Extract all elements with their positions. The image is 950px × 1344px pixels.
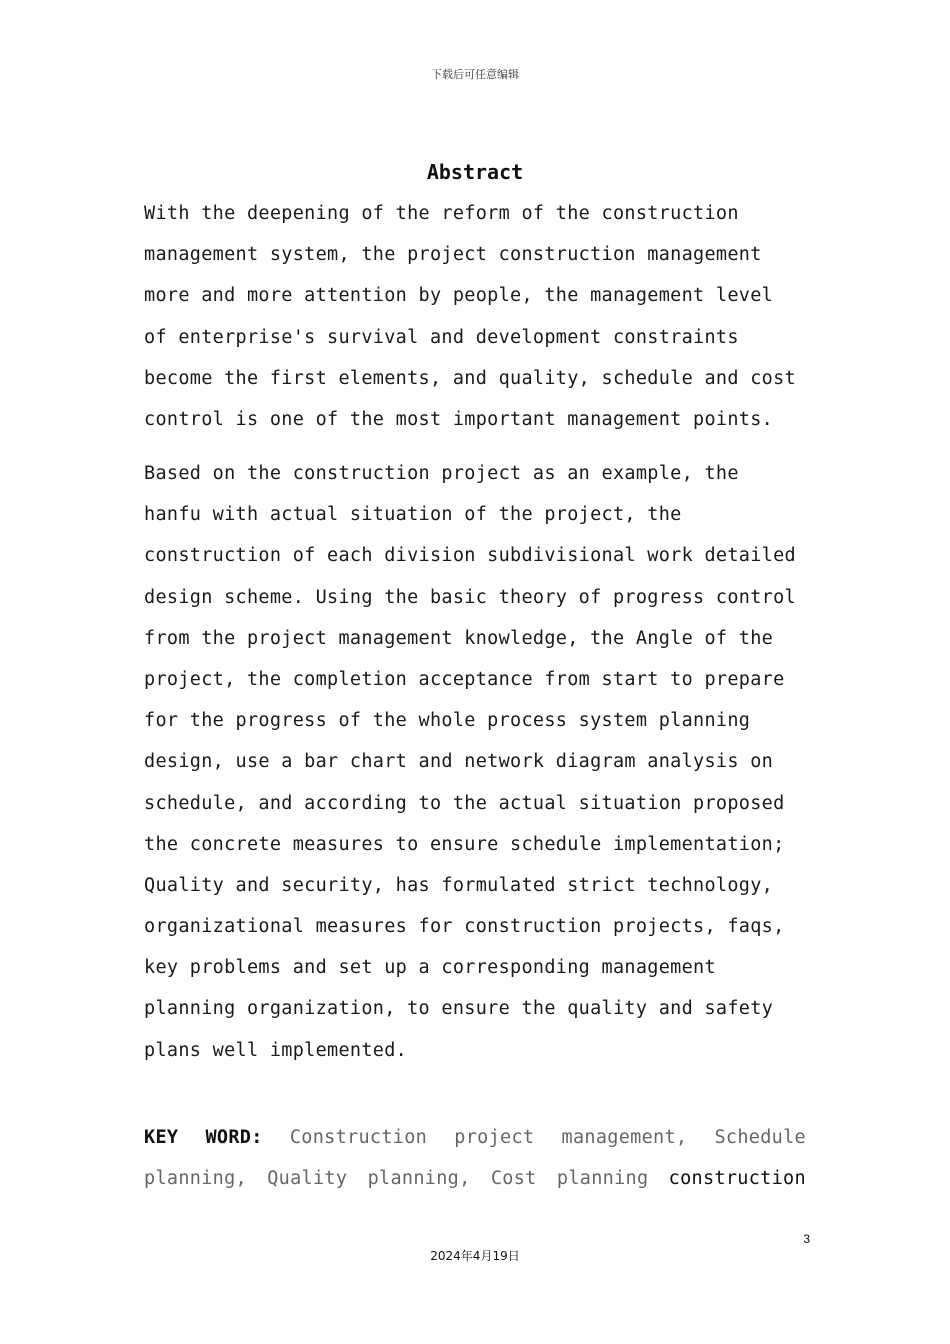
text-line: design scheme. Using the basic theory of progress control	[144, 586, 796, 608]
keywords-label-key: KEY	[144, 1127, 179, 1148]
text-line: planning organization, to ensure the quality and safety	[144, 998, 774, 1020]
text-line: Quality and security, has formulated strict technology,	[144, 874, 774, 896]
text-line: design, use a bar chart and network diagram analysis on	[144, 751, 774, 773]
keyword-term: planning	[556, 1168, 649, 1190]
abstract-paragraph-2	[144, 453, 810, 1071]
abstract-paragraph-1	[144, 193, 810, 440]
text-line: With the deepening of the reform of the construction	[144, 203, 739, 224]
header-note: 下载后可任意编辑	[431, 68, 519, 81]
keyword-term: Cost	[490, 1168, 537, 1190]
keyword-term: planning,	[144, 1168, 247, 1190]
keyword-term: planning,	[367, 1168, 471, 1190]
text-line: control is one of the most important management points.	[144, 408, 774, 430]
page-number: 3	[803, 1232, 810, 1246]
keyword-term: project	[454, 1127, 535, 1148]
keyword-term: Schedule	[714, 1127, 806, 1148]
text-line: management system, the project construction management	[144, 244, 762, 266]
text-line: from the project management knowledge, the Angle of the	[144, 627, 774, 649]
text-line: of enterprise's survival and development constraints	[144, 326, 739, 348]
text-line: key problems and set up a corresponding management	[144, 957, 716, 979]
keyword-term: Quality	[267, 1168, 348, 1190]
keywords-block	[144, 1117, 806, 1199]
text-line: more and more attention by people, the management level	[144, 285, 774, 307]
text-line: Based on the construction project as an example, the	[144, 463, 739, 484]
text-line: for the progress of the whole process system planning	[144, 710, 751, 732]
text-line: project, the completion acceptance from start to prepare	[144, 668, 785, 690]
keyword-term: Construction	[289, 1127, 428, 1148]
keyword-term: management,	[561, 1127, 688, 1148]
text-line: plans well implemented.	[144, 1039, 408, 1061]
footer-date: 2024年4月19日	[430, 1249, 520, 1263]
keywords-label-word: WORD:	[205, 1127, 263, 1148]
page-title: Abstract	[426, 160, 524, 184]
keywords-line-2	[144, 1158, 806, 1199]
text-line: organizational measures for construction projects, faqs,	[144, 916, 785, 938]
keyword-term: construction	[668, 1168, 806, 1190]
text-line: schedule, and according to the actual situation proposed	[144, 792, 785, 814]
keywords-line-1	[144, 1117, 806, 1158]
text-line: become the first elements, and quality, schedule and cost	[144, 367, 796, 389]
text-line: the concrete measures to ensure schedule implementation;	[144, 833, 785, 855]
text-line: hanfu with actual situation of the project, the	[144, 504, 682, 526]
text-line: construction of each division subdivisional work detailed	[144, 545, 796, 567]
